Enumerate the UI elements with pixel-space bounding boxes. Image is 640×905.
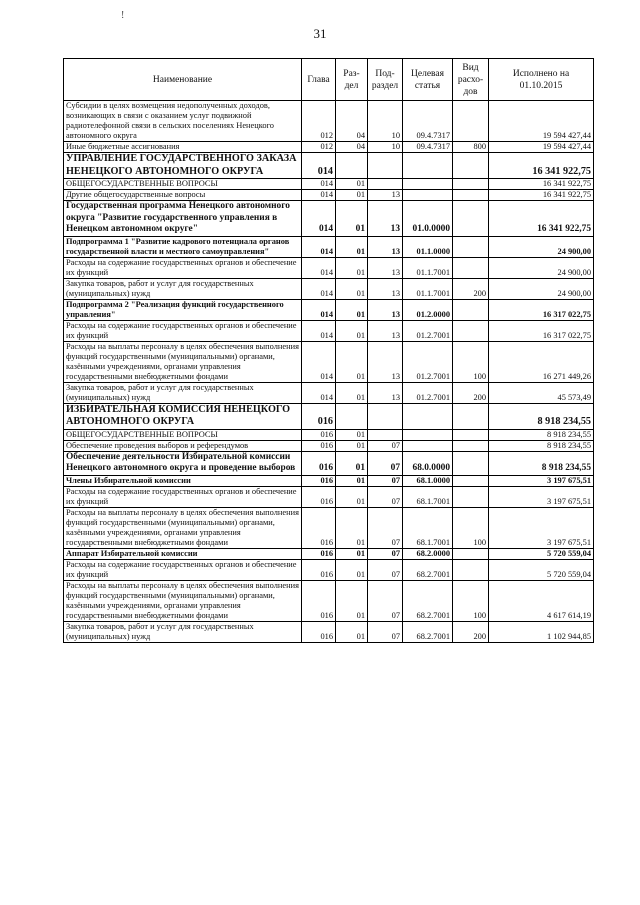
cell-razdel: 01 — [336, 201, 368, 237]
cell-name: Расходы на содержание государственных органов и обеспечение их функций — [64, 257, 302, 278]
cell-name: Иные бюджетные ассигнования — [64, 142, 302, 153]
cell-vid — [453, 236, 489, 257]
cell-glava: 012 — [302, 142, 336, 153]
header-statya: Целевая статья — [403, 59, 453, 101]
cell-vid — [453, 299, 489, 320]
cell-statya: 01.2.0000 — [403, 299, 453, 320]
cell-razdel: 01 — [336, 507, 368, 548]
cell-podrazdel — [368, 153, 403, 179]
cell-glava: 014 — [302, 179, 336, 190]
table-header-row — [64, 59, 594, 101]
cell-name: ИЗБИРАТЕЛЬНАЯ КОМИССИЯ НЕНЕЦКОГО АВТОНОМНОГО ОКРУГА — [64, 403, 302, 429]
cell-vid — [453, 429, 489, 440]
table-row — [64, 142, 594, 153]
cell-podrazdel: 07 — [368, 486, 403, 507]
table-row — [64, 429, 594, 440]
table-row — [64, 153, 594, 179]
cell-amount: 5 720 559,04 — [489, 559, 594, 580]
table-row — [64, 486, 594, 507]
cell-glava: 016 — [302, 507, 336, 548]
cell-statya: 01.1.0000 — [403, 236, 453, 257]
table-row — [64, 475, 594, 486]
cell-podrazdel: 13 — [368, 382, 403, 403]
cell-podrazdel: 13 — [368, 278, 403, 299]
cell-vid: 100 — [453, 580, 489, 621]
header-podrazdel: Под-раздел — [368, 59, 403, 101]
cell-statya — [403, 403, 453, 429]
cell-statya — [403, 179, 453, 190]
cell-amount: 16 341 922,75 — [489, 179, 594, 190]
cell-amount: 8 918 234,55 — [489, 403, 594, 429]
cell-name: Расходы на выплаты персоналу в целях обеспечения выполнения функций государственными (муниципальными) органами, казёнными учреждениями, органами управления государственными внебюджетными фондами — [64, 341, 302, 382]
cell-amount: 1 102 944,85 — [489, 621, 594, 642]
cell-vid: 100 — [453, 507, 489, 548]
cell-statya: 68.2.0000 — [403, 548, 453, 559]
cell-amount: 16 317 022,75 — [489, 320, 594, 341]
cell-podrazdel — [368, 403, 403, 429]
cell-name: ОБЩЕГОСУДАРСТВЕННЫЕ ВОПРОСЫ — [64, 429, 302, 440]
page-number: 31 — [313, 26, 327, 41]
cell-name: Обеспечение проведения выборов и референдумов — [64, 440, 302, 451]
cell-statya: 68.1.7001 — [403, 486, 453, 507]
cell-razdel: 01 — [336, 475, 368, 486]
cell-vid — [453, 486, 489, 507]
cell-podrazdel: 07 — [368, 559, 403, 580]
cell-amount: 8 918 234,55 — [489, 440, 594, 451]
cell-razdel: 01 — [336, 382, 368, 403]
table-row — [64, 299, 594, 320]
cell-statya: 68.1.7001 — [403, 507, 453, 548]
cell-glava: 014 — [302, 190, 336, 201]
cell-glava: 014 — [302, 299, 336, 320]
cell-vid — [453, 451, 489, 475]
cell-amount: 5 720 559,04 — [489, 548, 594, 559]
cell-vid — [453, 257, 489, 278]
cell-name: ОБЩЕГОСУДАРСТВЕННЫЕ ВОПРОСЫ — [64, 179, 302, 190]
cell-razdel: 01 — [336, 341, 368, 382]
table-row — [64, 236, 594, 257]
cell-razdel: 01 — [336, 179, 368, 190]
cell-amount: 3 197 675,51 — [489, 486, 594, 507]
cell-glava: 014 — [302, 341, 336, 382]
cell-razdel: 01 — [336, 621, 368, 642]
cell-razdel: 04 — [336, 142, 368, 153]
cell-podrazdel — [368, 179, 403, 190]
cell-glava: 016 — [302, 580, 336, 621]
cell-podrazdel: 07 — [368, 451, 403, 475]
cell-podrazdel: 13 — [368, 320, 403, 341]
cell-amount: 24 900,00 — [489, 257, 594, 278]
table-row — [64, 201, 594, 237]
cell-podrazdel: 13 — [368, 236, 403, 257]
cell-name: Закупка товаров, работ и услуг для государственных (муниципальных) нужд — [64, 621, 302, 642]
cell-amount: 16 341 922,75 — [489, 153, 594, 179]
cell-name: Закупка товаров, работ и услуг для государственных (муниципальных) нужд — [64, 278, 302, 299]
cell-amount: 3 197 675,51 — [489, 475, 594, 486]
header-glava: Глава — [302, 59, 336, 101]
table-row — [64, 621, 594, 642]
stray-mark: ! — [121, 10, 125, 21]
cell-amount: 8 918 234,55 — [489, 429, 594, 440]
cell-name: УПРАВЛЕНИЕ ГОСУДАРСТВЕННОГО ЗАКАЗА НЕНЕЦКОГО АВТОНОМНОГО ОКРУГА — [64, 153, 302, 179]
table-row — [64, 403, 594, 429]
cell-name: Расходы на содержание государственных органов и обеспечение их функций — [64, 320, 302, 341]
cell-vid: 200 — [453, 621, 489, 642]
cell-podrazdel: 07 — [368, 548, 403, 559]
cell-amount: 24 900,00 — [489, 278, 594, 299]
cell-name: Государственная программа Ненецкого автономного округа "Развитие государственного управления в Ненецком автономном округе" — [64, 201, 302, 237]
header-name: Наименование — [64, 59, 302, 101]
cell-glava: 014 — [302, 257, 336, 278]
cell-podrazdel: 13 — [368, 257, 403, 278]
cell-amount: 19 594 427,44 — [489, 142, 594, 153]
cell-name: Члены Избирательной комиссии — [64, 475, 302, 486]
cell-glava: 012 — [302, 101, 336, 142]
cell-razdel: 01 — [336, 190, 368, 201]
cell-vid — [453, 403, 489, 429]
cell-amount: 16 341 922,75 — [489, 190, 594, 201]
cell-podrazdel — [368, 429, 403, 440]
cell-glava: 014 — [302, 201, 336, 237]
cell-razdel: 01 — [336, 486, 368, 507]
cell-vid — [453, 153, 489, 179]
table-row — [64, 101, 594, 142]
cell-amount: 16 317 022,75 — [489, 299, 594, 320]
cell-amount: 24 900,00 — [489, 236, 594, 257]
cell-statya: 01.1.7001 — [403, 278, 453, 299]
cell-podrazdel: 07 — [368, 621, 403, 642]
cell-razdel: 01 — [336, 257, 368, 278]
cell-statya: 01.2.7001 — [403, 320, 453, 341]
cell-razdel — [336, 403, 368, 429]
cell-statya: 01.0.0000 — [403, 201, 453, 237]
cell-razdel: 01 — [336, 236, 368, 257]
table-row — [64, 320, 594, 341]
cell-statya: 09.4.7317 — [403, 101, 453, 142]
cell-statya — [403, 429, 453, 440]
cell-glava: 016 — [302, 475, 336, 486]
cell-amount: 16 271 449,26 — [489, 341, 594, 382]
budget-table — [63, 58, 594, 643]
cell-amount: 19 594 427,44 — [489, 101, 594, 142]
cell-glava: 016 — [302, 429, 336, 440]
cell-podrazdel: 07 — [368, 475, 403, 486]
header-razdel: Раз-дел — [336, 59, 368, 101]
cell-razdel: 04 — [336, 101, 368, 142]
cell-podrazdel: 13 — [368, 299, 403, 320]
cell-statya: 01.2.7001 — [403, 341, 453, 382]
cell-vid: 800 — [453, 142, 489, 153]
table-row — [64, 451, 594, 475]
cell-amount: 3 197 675,51 — [489, 507, 594, 548]
cell-name: Расходы на выплаты персоналу в целях обеспечения выполнения функций государственными (муниципальными) органами, казёнными учреждениями, органами управления государственными внебюджетными фондами — [64, 580, 302, 621]
cell-razdel: 01 — [336, 299, 368, 320]
cell-statya: 68.2.7001 — [403, 621, 453, 642]
cell-vid: 100 — [453, 341, 489, 382]
cell-statya: 68.1.0000 — [403, 475, 453, 486]
cell-statya: 68.0.0000 — [403, 451, 453, 475]
cell-vid: 200 — [453, 382, 489, 403]
cell-razdel: 01 — [336, 278, 368, 299]
table-row — [64, 440, 594, 451]
cell-name: Подпрограмма 2 "Реализация функций государственного управления" — [64, 299, 302, 320]
table-body — [64, 101, 594, 643]
cell-amount: 4 617 614,19 — [489, 580, 594, 621]
cell-podrazdel: 13 — [368, 341, 403, 382]
cell-glava: 014 — [302, 153, 336, 179]
cell-glava: 014 — [302, 382, 336, 403]
table-row — [64, 341, 594, 382]
cell-razdel: 01 — [336, 320, 368, 341]
cell-statya — [403, 153, 453, 179]
table-row — [64, 382, 594, 403]
cell-vid — [453, 190, 489, 201]
cell-amount: 8 918 234,55 — [489, 451, 594, 475]
cell-glava: 016 — [302, 486, 336, 507]
cell-glava: 016 — [302, 451, 336, 475]
header-amount: Исполнено на 01.10.2015 — [489, 59, 594, 101]
cell-podrazdel: 13 — [368, 190, 403, 201]
cell-podrazdel: 13 — [368, 201, 403, 237]
cell-razdel: 01 — [336, 451, 368, 475]
cell-podrazdel: 10 — [368, 142, 403, 153]
cell-name: Другие общегосударственные вопросы — [64, 190, 302, 201]
cell-name: Расходы на содержание государственных органов и обеспечение их функций — [64, 486, 302, 507]
cell-glava: 014 — [302, 278, 336, 299]
cell-statya — [403, 440, 453, 451]
cell-razdel — [336, 153, 368, 179]
table-row — [64, 179, 594, 190]
table-row — [64, 257, 594, 278]
cell-glava: 016 — [302, 621, 336, 642]
cell-statya: 68.2.7001 — [403, 580, 453, 621]
cell-podrazdel: 07 — [368, 507, 403, 548]
cell-vid — [453, 101, 489, 142]
cell-vid — [453, 475, 489, 486]
cell-name: Подпрограмма 1 "Развитие кадрового потенциала органов государственной власти и местного самоуправления" — [64, 236, 302, 257]
cell-razdel: 01 — [336, 440, 368, 451]
cell-podrazdel: 07 — [368, 440, 403, 451]
cell-vid: 200 — [453, 278, 489, 299]
cell-amount: 45 573,49 — [489, 382, 594, 403]
cell-name: Аппарат Избирательной комиссии — [64, 548, 302, 559]
cell-statya — [403, 190, 453, 201]
cell-vid — [453, 179, 489, 190]
cell-razdel: 01 — [336, 548, 368, 559]
cell-razdel: 01 — [336, 559, 368, 580]
cell-razdel: 01 — [336, 580, 368, 621]
cell-glava: 016 — [302, 559, 336, 580]
table-row — [64, 580, 594, 621]
cell-podrazdel: 07 — [368, 580, 403, 621]
cell-statya: 09.4.7317 — [403, 142, 453, 153]
cell-glava: 016 — [302, 403, 336, 429]
cell-glava: 016 — [302, 440, 336, 451]
cell-vid — [453, 201, 489, 237]
table-row — [64, 548, 594, 559]
cell-vid — [453, 440, 489, 451]
header-vid: Вид расхо-дов — [453, 59, 489, 101]
cell-glava: 014 — [302, 236, 336, 257]
cell-amount: 16 341 922,75 — [489, 201, 594, 237]
cell-vid — [453, 320, 489, 341]
table-row — [64, 190, 594, 201]
cell-name: Субсидии в целях возмещения недополученных доходов, возникающих в связи с оказанием услуг подвижной радиотелефонной связи в сельских поселениях Ненецкого автономного округа — [64, 101, 302, 142]
table-row — [64, 507, 594, 548]
cell-vid — [453, 548, 489, 559]
cell-glava: 016 — [302, 548, 336, 559]
cell-name: Закупка товаров, работ и услуг для государственных (муниципальных) нужд — [64, 382, 302, 403]
cell-name: Обеспечение деятельности Избирательной комиссии Ненецкого автономного округа и проведение выборов — [64, 451, 302, 475]
cell-statya: 68.2.7001 — [403, 559, 453, 580]
cell-vid — [453, 559, 489, 580]
cell-glava: 014 — [302, 320, 336, 341]
cell-razdel: 01 — [336, 429, 368, 440]
cell-statya: 01.1.7001 — [403, 257, 453, 278]
cell-name: Расходы на выплаты персоналу в целях обеспечения выполнения функций государственными (муниципальными) органами, казёнными учреждениями, органами управления государственными внебюджетными фондами — [64, 507, 302, 548]
cell-podrazdel: 10 — [368, 101, 403, 142]
table-row — [64, 278, 594, 299]
table-row — [64, 559, 594, 580]
cell-name: Расходы на содержание государственных органов и обеспечение их функций — [64, 559, 302, 580]
cell-statya: 01.2.7001 — [403, 382, 453, 403]
